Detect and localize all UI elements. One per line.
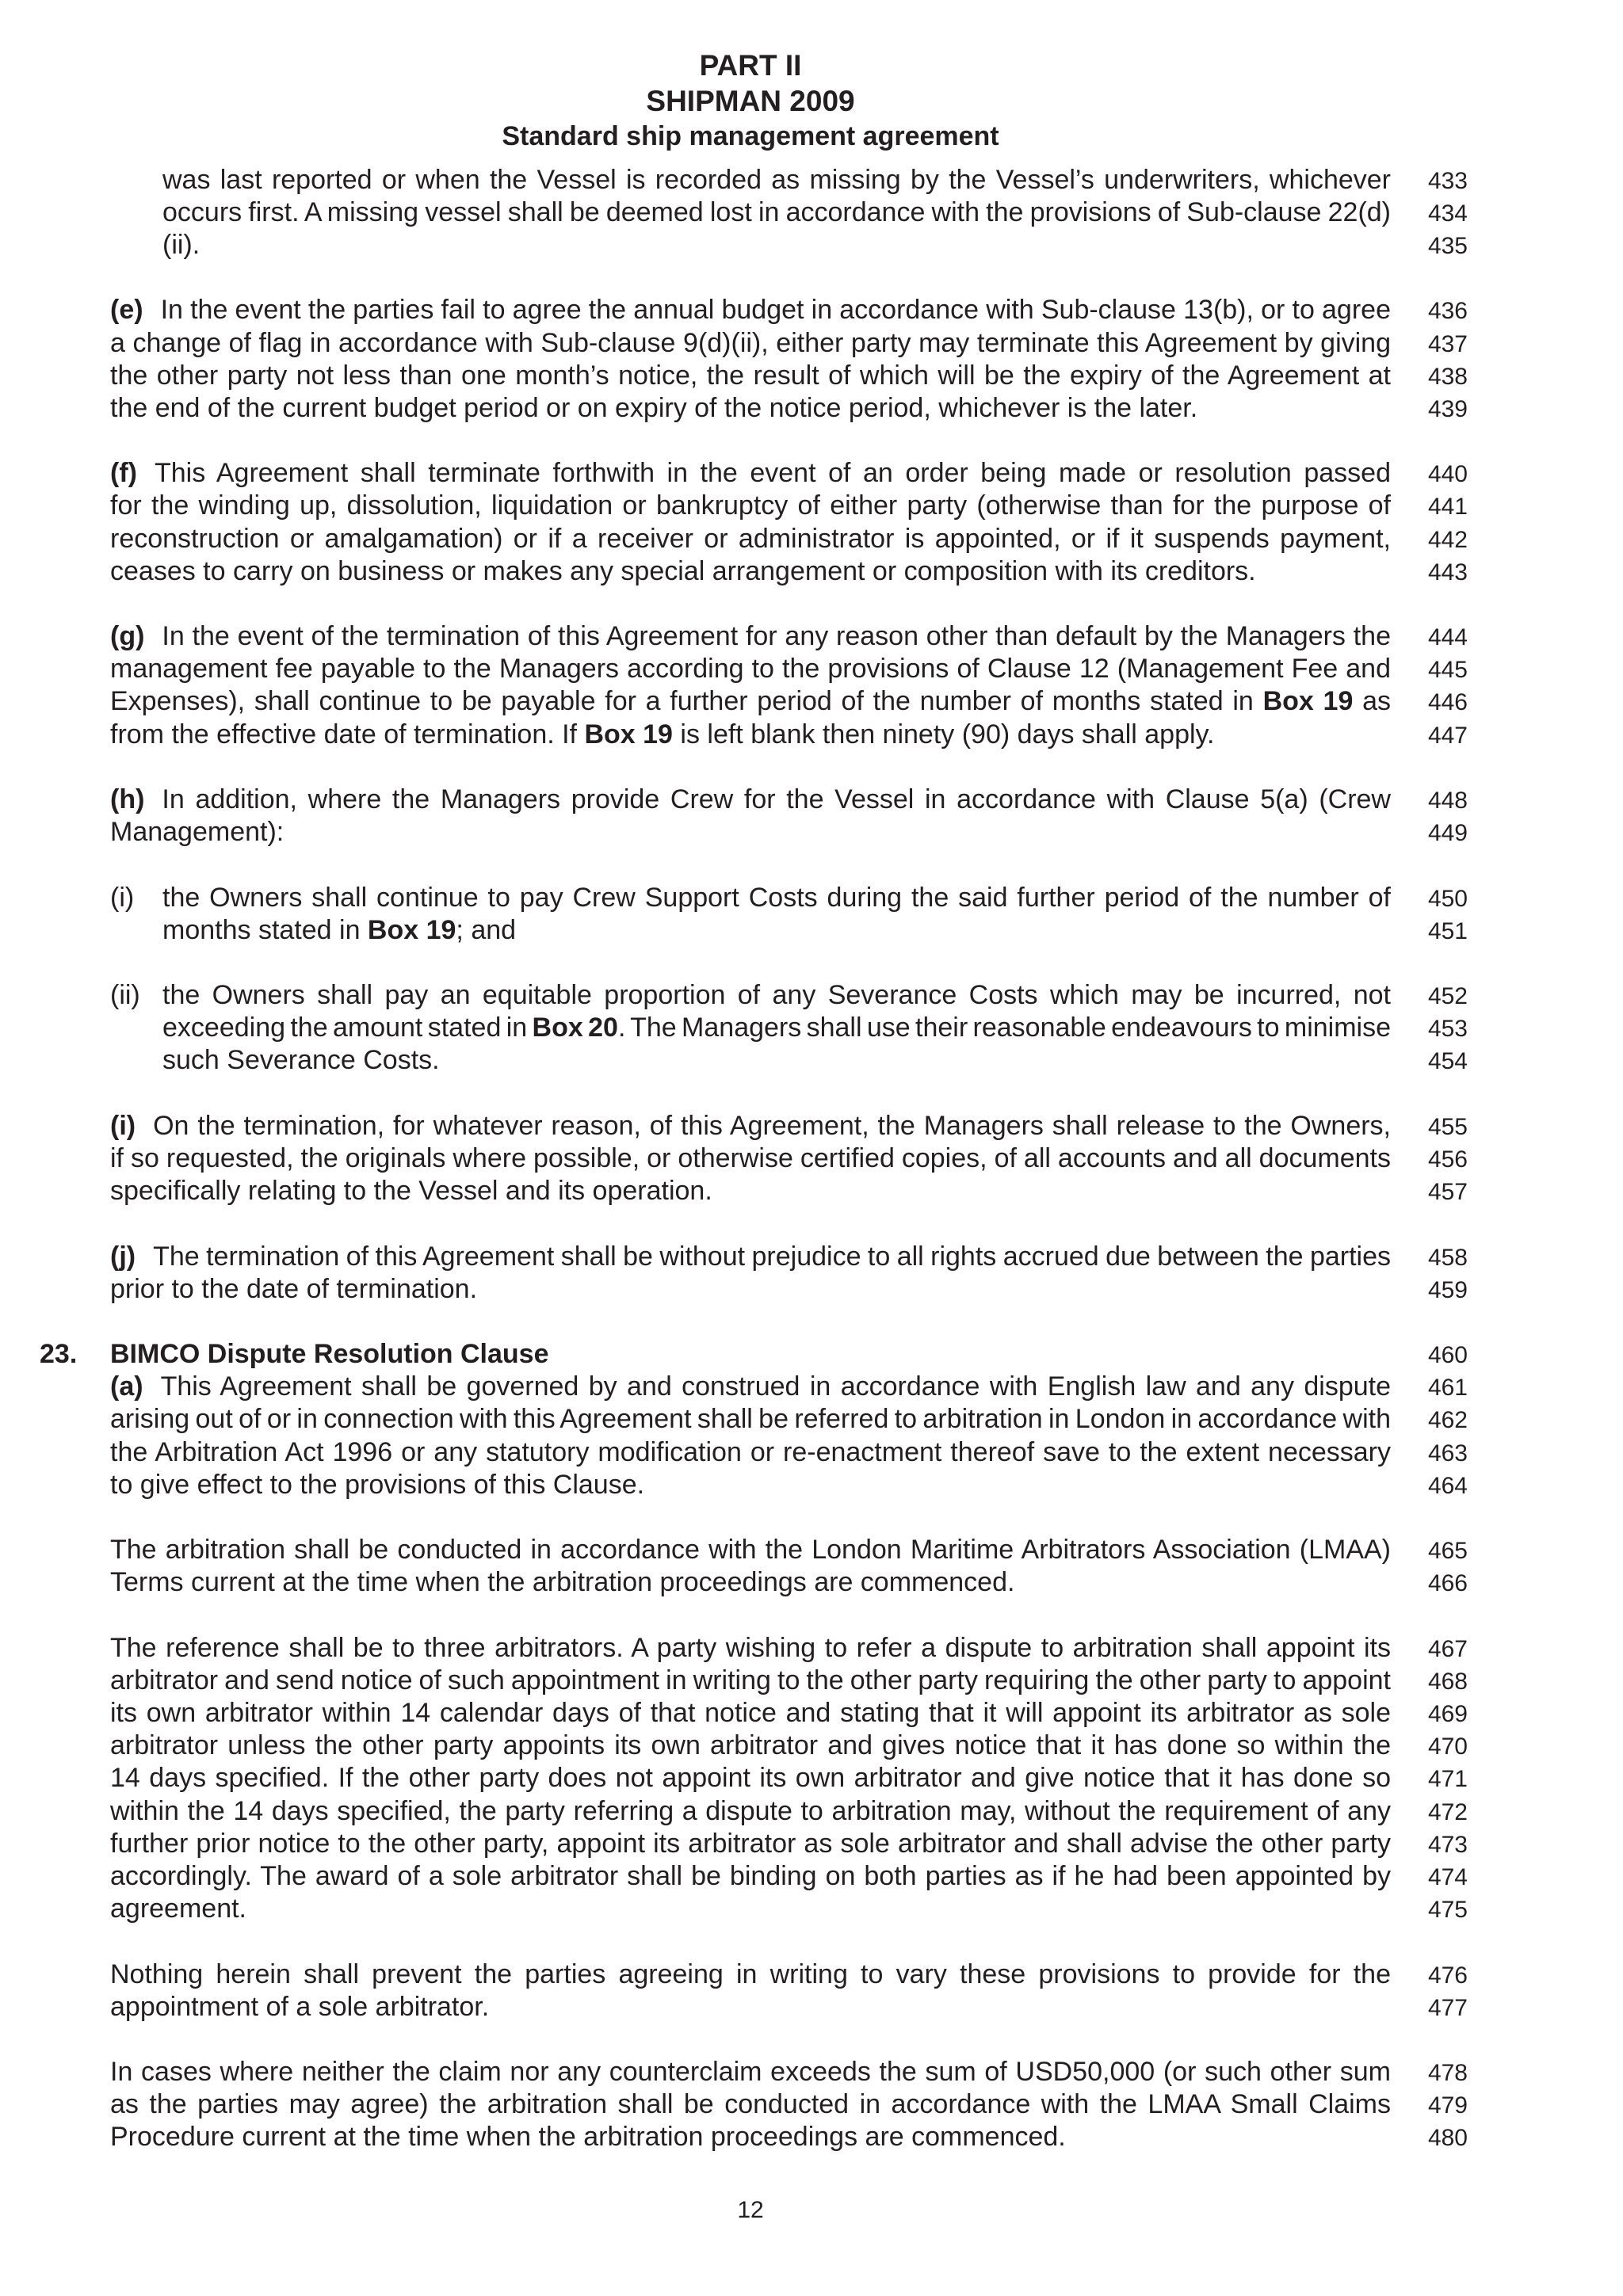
line-number: 449	[1427, 820, 1468, 847]
document-line	[0, 1338, 1623, 1371]
line-number: 435	[1427, 232, 1468, 259]
line-content	[110, 360, 1391, 391]
line-text	[110, 1828, 1391, 1860]
line-text	[110, 685, 1391, 718]
line-number: 458	[1427, 1244, 1468, 1271]
line-number: 461	[1427, 1375, 1468, 1402]
document-line	[0, 1110, 1623, 1142]
text-run: In the event of the termination of this Agreement for any reason other than default by the Managers the	[162, 621, 1391, 652]
document-line	[0, 1991, 1623, 2023]
line-content	[110, 1763, 1391, 1793]
line-text	[110, 327, 1391, 360]
line-text	[110, 1632, 1391, 1665]
subclause-label: (e)	[110, 295, 143, 326]
document-line	[0, 1436, 1623, 1469]
line-number: 469	[1427, 1701, 1468, 1728]
line-content	[162, 230, 200, 260]
line-number: 459	[1427, 1276, 1468, 1303]
line-text	[110, 2056, 1391, 2088]
line-content	[110, 719, 1214, 749]
document-line	[0, 1371, 1623, 1403]
line-text	[110, 1371, 1391, 1403]
line-text	[110, 1860, 1391, 1893]
line-content	[110, 328, 1391, 358]
box-reference: Box 20	[532, 1013, 618, 1043]
line-number: 454	[1427, 1048, 1468, 1075]
document-line	[0, 196, 1623, 229]
line-number: 453	[1427, 1016, 1468, 1043]
line-text	[110, 719, 1391, 751]
document-line	[0, 1403, 1623, 1436]
line-text	[110, 1175, 1391, 1207]
line-number: 438	[1427, 363, 1468, 390]
list-marker: (i)	[110, 882, 135, 913]
line-number: 479	[1427, 2092, 1468, 2119]
text-run: The termination of this Agreement shall be without prejudice to all rights accrued due between the parties	[153, 1241, 1391, 1272]
line-content	[110, 686, 1391, 716]
text-run: 14 days specified. If the other party does not appoint its own arbitrator and give notice that it has done so	[110, 1763, 1391, 1794]
line-content	[110, 1535, 1391, 1565]
page-number: 12	[737, 2197, 764, 2223]
line-content	[110, 458, 1391, 488]
line-content	[110, 1665, 1391, 1695]
document-line	[0, 1142, 1623, 1175]
line-content	[162, 980, 1391, 1010]
line-text	[162, 229, 1391, 261]
document-line	[0, 1175, 1623, 1207]
text-run: On the termination, for whatever reason, of this Agreement, the Managers shall release to the Owners,	[153, 1110, 1391, 1141]
line-number: 440	[1427, 461, 1468, 488]
line-content	[162, 165, 1391, 195]
form-title: SHIPMAN 2009	[646, 85, 855, 117]
text-run: ceases to carry on business or makes any special arrangement or composition with its creditors.	[110, 555, 1256, 586]
line-number: 451	[1427, 917, 1468, 944]
line-content	[162, 883, 1391, 913]
document-line	[0, 914, 1623, 947]
line-content	[110, 1730, 1391, 1760]
text-run: months stated in	[162, 914, 368, 945]
text-run: occurs first. A missing vessel shall be deemed lost in accordance with the provisions of Sub-clause 22(d)	[162, 196, 1391, 227]
box-reference: Box 19	[584, 719, 673, 749]
text-run: from the effective date of termination. If	[110, 719, 585, 749]
document-line	[0, 1860, 1623, 1893]
line-content	[110, 393, 1197, 423]
document-line	[0, 164, 1623, 196]
line-text	[110, 1566, 1391, 1599]
text-run: . The Managers shall use their reasonable endeavours to minimise	[617, 1013, 1391, 1043]
document-line	[0, 1273, 1623, 1306]
line-content	[110, 556, 1256, 586]
line-content	[110, 295, 1391, 325]
document-line	[0, 1762, 1623, 1794]
line-text	[110, 653, 1391, 685]
text-run: Terms current at the time when the arbitration proceedings are commenced.	[110, 1567, 1015, 1598]
clause-number: 23.	[40, 1339, 78, 1370]
text-run: for the winding up, dissolution, liquidation or bankruptcy of either party (otherwise than for the purpose of	[110, 490, 1391, 521]
line-text	[110, 1762, 1391, 1794]
text-run: was last reported or when the Vessel is recorded as missing by the Vessel’s underwriters, whichever	[162, 164, 1391, 195]
line-text	[110, 523, 1391, 555]
text-run: arbitrator unless the other party appoints its own arbitrator and gives notice that it has done so within the	[110, 1730, 1391, 1761]
line-content	[110, 654, 1391, 684]
line-content	[110, 1992, 489, 2022]
line-text	[110, 1665, 1391, 1697]
line-number: 472	[1427, 1798, 1468, 1825]
document-line	[0, 1795, 1623, 1828]
text-run: arising out of or in connection with this Agreement shall be referred to arbitration in London in accordance with	[110, 1404, 1391, 1435]
line-number: 450	[1427, 885, 1468, 912]
line-text	[162, 914, 1391, 947]
document-line	[0, 685, 1623, 718]
line-text	[110, 816, 1391, 849]
line-number: 439	[1427, 395, 1468, 422]
text-run: The arbitration shall be conducted in accordance with the London Maritime Arbitrators Association (LMAA)	[110, 1535, 1391, 1566]
subclause-label: (a)	[110, 1371, 143, 1402]
text-run: agreement.	[110, 1894, 246, 1924]
text-run: In cases where neither the claim nor any counterclaim exceeds the sum of USD50,000 (or such other sum	[110, 2057, 1391, 2088]
document-line	[0, 2121, 1623, 2153]
document-line	[0, 1730, 1623, 1762]
line-number: 457	[1427, 1179, 1468, 1206]
box-reference: Box 19	[367, 914, 456, 945]
line-number: 434	[1427, 200, 1468, 227]
line-number: 441	[1427, 494, 1468, 521]
line-content	[162, 915, 516, 945]
line-text	[110, 784, 1391, 816]
line-number: 477	[1427, 1994, 1468, 2021]
subclause-label: (j)	[110, 1241, 136, 1272]
line-number: 452	[1427, 983, 1468, 1010]
part-heading: PART II	[699, 49, 802, 82]
document-line	[0, 1632, 1623, 1665]
line-text	[110, 620, 1391, 653]
text-run: the Owners shall continue to pay Crew Support Costs during the said further period of the number of	[162, 882, 1391, 913]
line-text	[110, 457, 1391, 490]
document-line	[0, 555, 1623, 588]
document-line	[0, 1697, 1623, 1730]
line-number: 433	[1427, 167, 1468, 194]
document-line	[0, 1893, 1623, 1925]
line-content	[162, 1045, 440, 1075]
text-run: if so requested, the originals where possible, or otherwise certified copies, of all accounts and all documents	[110, 1143, 1391, 1173]
document-line	[0, 1665, 1623, 1697]
document-line	[0, 1241, 1623, 1273]
text-run: arbitrator and send notice of such appointment in writing to the other party requiring the other party to appoint	[110, 1665, 1391, 1695]
line-number: 445	[1427, 657, 1468, 684]
line-number: 463	[1427, 1440, 1468, 1466]
line-number: 468	[1427, 1668, 1468, 1695]
line-number: 473	[1427, 1831, 1468, 1858]
form-subtitle: Standard ship management agreement	[502, 121, 999, 151]
line-content	[110, 490, 1391, 521]
line-text	[110, 1958, 1391, 1991]
line-number: 470	[1427, 1733, 1468, 1760]
line-content	[110, 784, 1391, 814]
document-line	[0, 360, 1623, 392]
line-content	[110, 1633, 1391, 1663]
line-number: 437	[1427, 330, 1468, 357]
line-content	[110, 2122, 1066, 2152]
text-run: such Severance Costs.	[162, 1045, 440, 1076]
text-run: specifically relating to the Vessel and its operation.	[110, 1176, 712, 1207]
line-text	[110, 1403, 1391, 1436]
text-run: the Owners shall pay an equitable proportion of any Severance Costs which may be incurred, not	[162, 980, 1391, 1011]
document-line	[0, 979, 1623, 1012]
document-line	[0, 392, 1623, 425]
line-text	[110, 490, 1391, 522]
text-run: exceeding the amount stated in	[162, 1013, 533, 1043]
text-run: (ii).	[162, 229, 200, 260]
line-number: 475	[1427, 1897, 1468, 1924]
document-line	[0, 816, 1623, 849]
line-text	[162, 979, 1391, 1012]
line-number: 446	[1427, 689, 1468, 716]
document-line	[0, 327, 1623, 360]
line-number: 443	[1427, 559, 1468, 585]
line-number: 466	[1427, 1570, 1468, 1597]
text-run: accordingly. The award of a sole arbitrator shall be binding on both parties as if he had been appointed by	[110, 1860, 1391, 1891]
line-number: 464	[1427, 1472, 1468, 1499]
line-number: 460	[1427, 1342, 1468, 1369]
text-run: the other party not less than one month’s notice, the result of which will be the expiry of the Agreement at	[110, 360, 1391, 391]
document-line	[0, 294, 1623, 326]
line-text	[162, 164, 1391, 196]
text-run: within the 14 days specified, the party referring a dispute to arbitration may, without the requirement of any	[110, 1795, 1391, 1826]
line-number: 442	[1427, 526, 1468, 553]
line-number: 448	[1427, 788, 1468, 814]
text-run: the Arbitration Act 1996 or any statutory modification or re-enactment thereof save to the extent necessary	[110, 1436, 1391, 1467]
text-run: Management):	[110, 817, 285, 848]
line-content	[110, 1111, 1391, 1141]
line-content	[110, 1143, 1391, 1173]
box-reference: Box 19	[1262, 686, 1354, 717]
document-line	[0, 2088, 1623, 2121]
text-run: its own arbitrator within 14 calendar days of that notice and stating that it will appoint its arbitrator as sole	[110, 1698, 1391, 1729]
line-text	[110, 1241, 1391, 1273]
document-line	[0, 490, 1623, 522]
line-text	[110, 1730, 1391, 1762]
line-content	[110, 1698, 1391, 1728]
text-run: management fee payable to the Managers according to the provisions of Clause 12 (Management Fee and	[110, 654, 1391, 685]
line-number: 447	[1427, 722, 1468, 749]
text-run: Nothing herein shall prevent the parties agreeing in writing to vary these provisions to provide for the	[110, 1958, 1391, 1989]
line-text	[110, 1338, 1391, 1371]
document-line	[0, 1044, 1623, 1077]
line-content	[110, 817, 284, 847]
text-run: appointment of a sole arbitrator.	[110, 1991, 490, 2022]
document-line	[0, 2056, 1623, 2088]
line-text	[110, 1436, 1391, 1469]
line-content	[110, 621, 1391, 651]
document-line	[0, 784, 1623, 816]
line-content	[162, 1013, 1391, 1043]
line-content	[110, 1470, 644, 1500]
line-text	[110, 1110, 1391, 1142]
document-line	[0, 1958, 1623, 1991]
text-run: reconstruction or amalgamation) or if a receiver or administrator is appointed, or if it suspends payment,	[110, 523, 1391, 554]
text-run: In the event the parties fail to agree the annual budget in accordance with Sub-clause 13(b), or to agree	[160, 295, 1391, 326]
line-content	[110, 1274, 477, 1304]
line-content	[162, 197, 1391, 227]
line-text	[162, 196, 1391, 229]
line-content	[110, 1567, 1014, 1597]
line-number: 465	[1427, 1538, 1468, 1565]
document-line	[0, 1828, 1623, 1860]
text-run: the end of the current budget period or on expiry of the notice period, whichever is the later.	[110, 392, 1198, 423]
line-text	[162, 1044, 1391, 1077]
text-run: Expenses), shall continue to be payable for a further period of the number of months stated in	[110, 686, 1263, 717]
document-line	[0, 523, 1623, 555]
text-run: The reference shall be to three arbitrators. A party wishing to refer a dispute to arbitration shall appoint its	[110, 1632, 1391, 1663]
line-content	[110, 1404, 1391, 1434]
text-run: to give effect to the provisions of this Clause.	[110, 1469, 645, 1500]
document-line	[0, 719, 1623, 751]
line-text	[110, 392, 1391, 425]
text-run: Procedure current at the time when the arbitration proceedings are commenced.	[110, 2122, 1066, 2153]
subclause-label: (g)	[110, 621, 145, 652]
document-line	[0, 1469, 1623, 1501]
line-text	[110, 2121, 1391, 2153]
line-content	[110, 1861, 1391, 1891]
line-content	[110, 1796, 1391, 1826]
text-run: further prior notice to the other party, appoint its arbitrator as sole arbitrator and shall advise the other party	[110, 1828, 1391, 1859]
line-number: 478	[1427, 2060, 1468, 2087]
line-content	[110, 1339, 549, 1369]
document-line	[0, 229, 1623, 261]
document-line	[0, 1012, 1623, 1044]
line-text	[162, 882, 1391, 914]
line-text	[110, 1893, 1391, 1925]
line-number: 436	[1427, 298, 1468, 325]
document-line	[0, 1534, 1623, 1566]
text-run: a change of flag in accordance with Sub-clause 9(d)(ii), either party may terminate this Agreement by giving	[110, 327, 1391, 358]
document-line	[0, 457, 1623, 490]
line-text	[110, 2088, 1391, 2121]
line-content	[110, 1959, 1391, 1989]
line-text	[110, 1991, 1391, 2023]
line-text	[110, 360, 1391, 392]
line-text	[110, 1469, 1391, 1501]
subclause-label: (h)	[110, 784, 145, 815]
line-content	[110, 1829, 1391, 1859]
line-text	[110, 1273, 1391, 1306]
text-run: This Agreement shall be governed by and construed in accordance with English law and any dispute	[160, 1371, 1391, 1402]
text-run: prior to the date of termination.	[110, 1273, 478, 1304]
line-number: 476	[1427, 1962, 1468, 1989]
document-line	[0, 620, 1623, 653]
line-number: 480	[1427, 2125, 1468, 2152]
document-line	[0, 1566, 1623, 1599]
line-content	[110, 1176, 712, 1206]
line-content	[110, 1894, 246, 1924]
line-number: 467	[1427, 1635, 1468, 1662]
text-run: In addition, where the Managers provide Crew for the Vessel in accordance with Clause 5(a) (Crew	[162, 784, 1391, 815]
line-number: 474	[1427, 1863, 1468, 1890]
line-content	[110, 2057, 1391, 2087]
subclause-label: (f)	[110, 458, 137, 489]
line-text	[110, 294, 1391, 326]
text-run: is left blank then ninety (90) days shall apply.	[672, 719, 1215, 749]
line-content	[110, 1437, 1391, 1467]
line-text	[110, 1142, 1391, 1175]
line-content	[110, 1241, 1391, 1272]
line-text	[110, 1697, 1391, 1730]
line-number: 444	[1427, 624, 1468, 651]
line-number: 471	[1427, 1766, 1468, 1793]
document-line	[0, 653, 1623, 685]
text-run: as the parties may agree) the arbitration shall be conducted in accordance with the LMAA Small Claims	[110, 2089, 1391, 2120]
line-number: 455	[1427, 1113, 1468, 1140]
line-text	[162, 1012, 1391, 1044]
text-run: ; and	[456, 914, 517, 945]
line-number: 462	[1427, 1407, 1468, 1434]
text-run: This Agreement shall terminate forthwith in the event of an order being made or resolution passed	[154, 458, 1391, 489]
line-content	[110, 2089, 1391, 2119]
line-text	[110, 555, 1391, 588]
text-run: as	[1353, 686, 1392, 717]
line-content	[110, 524, 1391, 554]
document-line	[0, 882, 1623, 914]
subclause-label: (i)	[110, 1110, 136, 1141]
line-text	[110, 1534, 1391, 1566]
line-number: 456	[1427, 1146, 1468, 1173]
list-marker: (ii)	[110, 980, 140, 1011]
line-content	[110, 1371, 1391, 1402]
line-text	[110, 1795, 1391, 1828]
clause-heading: BIMCO Dispute Resolution Clause	[110, 1339, 549, 1370]
